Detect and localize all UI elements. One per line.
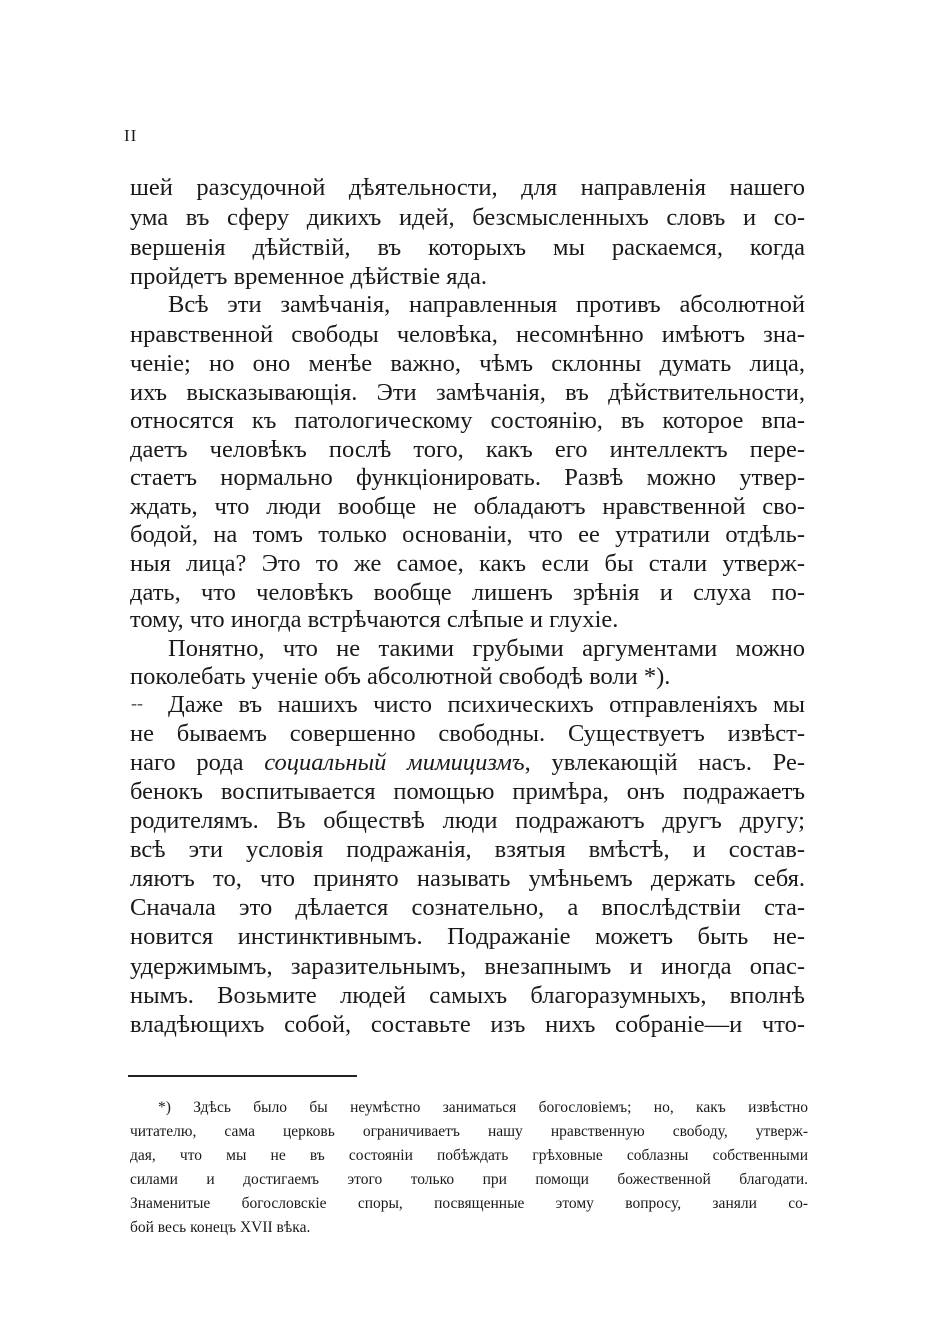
text-line: поколебать ученіе объ абсолютной свободѣ воли *).	[130, 663, 671, 690]
text-line: ныя лица? Это то же самое, какъ если бы стали утверж-	[130, 550, 805, 577]
text-line: нымъ. Возьмите людей самыхъ благоразумныхъ, вполнѣ	[130, 982, 805, 1009]
text-run: наго рода	[130, 749, 244, 776]
text-line: относятся къ патологическому состоянію, въ которое впа-	[130, 407, 805, 434]
footnote-line: *) Здѣсь было бы неумѣстно заниматься богословіемъ; но, какъ извѣстно	[158, 1099, 808, 1116]
text-line: ждать, что люди вообще не обладаютъ нравственной сво-	[130, 493, 805, 520]
text-line: родителямъ. Въ обществѣ люди подражаютъ другъ другу;	[130, 807, 805, 834]
text-line: шей разсудочной дѣятельности, для направленія нашего	[130, 174, 805, 201]
text-line: нравственной свободы человѣка, несомнѣнно имѣютъ зна-	[130, 321, 805, 348]
text-line: бенокъ воспитывается помощью примѣра, онъ подражаетъ	[130, 778, 805, 805]
footnote-line: читателю, сама церковь ограничиваетъ нашу нравственную свободу, утверж-	[130, 1123, 808, 1140]
text-line: Понятно, что не такими грубыми аргументами можно	[168, 635, 805, 662]
text-line: бодой, на томъ только основаніи, что ее утратили отдѣль-	[130, 521, 805, 548]
footnote-line: дая, что мы не въ состояніи побѣждать грѣховные соблазны собственными	[130, 1147, 808, 1164]
footnote-divider	[128, 1075, 357, 1077]
text-line: владѣющихъ собой, составьте изъ нихъ собраніе—и что-	[130, 1011, 805, 1038]
text-line: вершенія дѣйствій, въ которыхъ мы раскаемся, когда	[130, 234, 805, 261]
text-line: Сначала это дѣлается сознательно, а впослѣдствіи ста-	[130, 894, 805, 921]
italic-term: социальный мимицизмъ	[264, 749, 525, 776]
text-line: даетъ человѣкъ послѣ того, какъ его интеллектъ пере-	[130, 436, 805, 463]
text-line: дать, что человѣкъ вообще лишенъ зрѣнія и слуха по-	[130, 579, 805, 606]
text-line: ихъ высказывающія. Эти замѣчанія, въ дѣйствительности,	[130, 379, 805, 406]
footnote-line: бой весь конецъ XVII вѣка.	[130, 1219, 311, 1236]
text-line: новится инстинктивнымъ. Подражаніе можетъ быть не-	[130, 923, 805, 950]
footnote-line: Знаменитые богословскіе споры, посвященные этому вопросу, заняли со-	[130, 1195, 808, 1212]
text-line: удержимымъ, заразительнымъ, внезапнымъ и иногда опас-	[130, 953, 805, 980]
text-line: не бываемъ совершенно свободны. Существуетъ извѣст-	[130, 720, 805, 747]
text-line: пройдетъ временное дѣйствіе яда.	[130, 263, 487, 290]
text-line: Даже въ нашихъ чисто психическихъ отправленіяхъ мы	[168, 691, 805, 718]
text-line-with-italic	[130, 748, 805, 778]
text-line: стаетъ нормально функціонировать. Развѣ можно утвер-	[130, 464, 805, 491]
text-line: Всѣ эти замѣчанія, направленныя противъ абсолютной	[168, 291, 805, 318]
text-line: ляютъ то, что принято называть умѣньемъ держать себя.	[130, 865, 805, 892]
text-run: , увлекающій насъ. Ре-	[524, 749, 805, 776]
text-line: ума въ сферу дикихъ идей, безсмысленныхъ словъ и со-	[130, 204, 805, 231]
footnote-line: силами и достигаемъ этого только при помощи божественной благодати.	[130, 1171, 808, 1188]
text-line: всѣ эти условія подражанія, взятыя вмѣстѣ, и состав-	[130, 836, 805, 863]
page-number: II	[124, 126, 138, 145]
text-line: ченіе; но оно менѣе важно, чѣмъ склонны думать лица,	[130, 350, 805, 377]
margin-mark: --	[131, 693, 143, 713]
text-line: тому, что иногда встрѣчаются слѣпые и глухіе.	[130, 606, 619, 633]
